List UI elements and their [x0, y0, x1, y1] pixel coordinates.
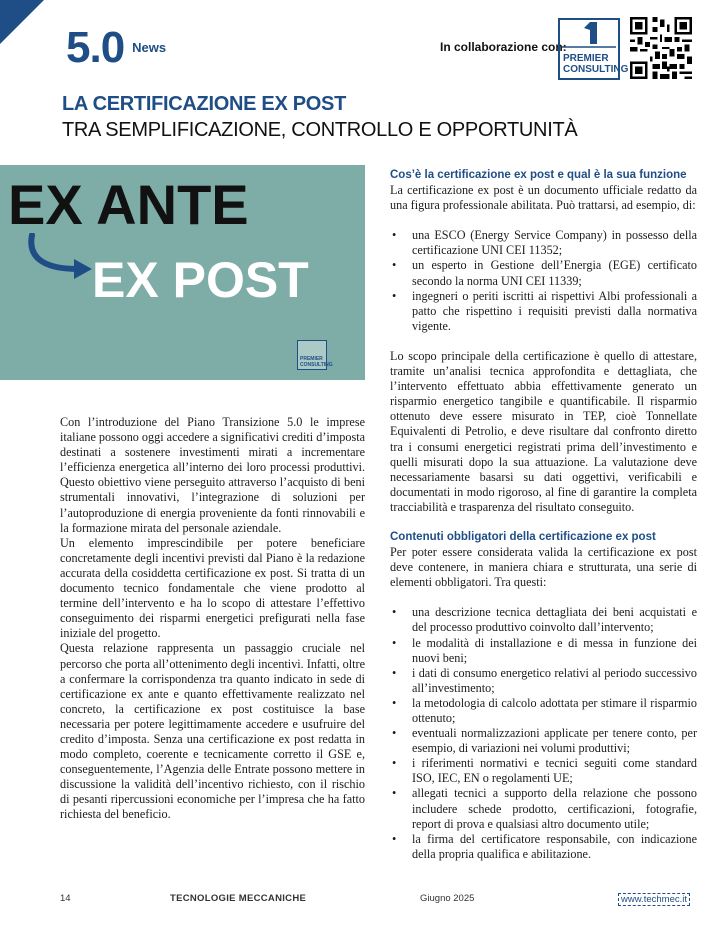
list-item: • la metodologia di calcolo adottata per stimare il risparmio ottenuto; — [390, 696, 697, 726]
brand-number: 5.0 — [66, 23, 125, 72]
collaboration-label: In collaborazione con: — [440, 40, 567, 54]
hero-logo-line1: PREMIER — [300, 356, 323, 362]
section-intro-contents: Per poter essere considerata valida la certificazione ex post deve contenere, in maniera chiara e strutturata, una serie di elementi obbligatori. Tra questi: — [390, 545, 697, 590]
list-item: • allegati tecnici a supporto della relazione che possono includere schede prodotto, certificazioni, fotografie, report di prova e qualsiasi altro documento utile; — [390, 786, 697, 831]
issue-date: Giugno 2025 — [420, 893, 475, 904]
list-item: • i dati di consumo energetico relativi al periodo successivo all’investimento; — [390, 666, 697, 696]
list-item: • i riferimenti normativi e tecnici seguiti come standard ISO, IEC, EN o regolamenti UE; — [390, 756, 697, 786]
paragraph-relation: Questa relazione rappresenta un passaggio cruciale nel percorso che porta all’ottenimento degli incentivi. Infatti, oltre a confermare la corrispondenza tra quanto indicato in sede di certificazione ex ante e quanto effettivamente realizzato nel concreto, la certificazione ex post costituisce la base necessaria per potere legittimamente accedere e usufruire del credito d’imposta. Senza una certificazione ex post redatta in modo completo, coerente e tecnicamente corretto il GSE e, conseguentemente, l’Agenzia delle Entrate possono mettere in discussione la validità dell’incentivo richiesto, con il rischio di pesanti ripercussioni economiche per l’impresa che ha fatto richiesta del beneficio. — [60, 641, 365, 822]
list-item: • una descrizione tecnica dettagliata dei beni acquistati e del processo produttivo coinvolto dall’intervento; — [390, 605, 697, 635]
hero-logo-text — [300, 356, 333, 368]
brand-label: News — [132, 40, 167, 55]
corner-triangle — [0, 0, 44, 44]
premier-logo-line2: CONSULTING — [563, 64, 629, 75]
hero-premier-logo — [297, 340, 333, 370]
article-subtitle: TRA SEMPLIFICAZIONE, CONTROLLO E OPPORTUNITÀ — [62, 119, 578, 141]
paragraph-intro: Con l’introduzione del Piano Transizione 5.0 le imprese italiane possono oggi accedere a significativi crediti d’imposta destinati a sostenere investimenti mirati a incrementare l’efficienza energetica all’interno dei loro processi produttivi. Questo obiettivo viene perseguito attraverso l’acquisto di beni strumentali innovativi, l’integrazione di soluzioni per l’autoproduzione di energia proveniente da fonti rinnovabili e la formazione mirata del personale aziendale. — [60, 415, 365, 535]
curved-arrow-icon — [22, 233, 94, 283]
premier-logo-line1: PREMIER — [563, 53, 609, 64]
hero-text-ante: EX ANTE — [8, 173, 249, 236]
left-column — [60, 415, 365, 823]
qr-code-icon[interactable] — [630, 17, 692, 79]
mandatory-elements-list — [390, 605, 697, 862]
list-item: • ingegneri o periti iscritti ai rispettivi Albi professionali a patto che rispettino i requisiti previsti dalla normativa vigente. — [390, 289, 697, 334]
list-item: • un esperto in Gestione dell’Energia (EGE) certificato secondo la norma UNI CEI 11339; — [390, 258, 697, 288]
brand-logo — [66, 23, 167, 72]
section-intro-function: La certificazione ex post è un documento ufficiale redatto da una figura professionale abilitata. Può trattarsi, ad esempio, di: — [390, 183, 697, 213]
paragraph-element: Un elemento imprescindibile per potere beneficiare concretamente degli incentivi previsti dal Piano è la redazione accurata della cosiddetta certificazione ex post. Si tratta di un documento tecnico fondamentale che viene prodotto al termine dell’intervento e ha lo scopo di attestare l’effettivo conseguimento dei risparmi energetici prefigurati nella fase iniziale del progetto. — [60, 535, 365, 641]
section-heading-contents: Contenuti obbligatori della certificazione ex post — [390, 530, 656, 543]
list-item: • eventuali normalizzazioni applicate per tenere conto, per esempio, di variazioni nei volumi produttivi; — [390, 726, 697, 756]
premier-logo-text — [563, 53, 628, 75]
list-item: • le modalità di installazione e di messa in funzione dei nuovi beni; — [390, 636, 697, 666]
list-item: • una ESCO (Energy Service Company) in possesso della certificazione UNI CEI 11352; — [390, 228, 697, 258]
magazine-name: TECNOLOGIE MECCANICHE — [170, 893, 307, 904]
hero-text-post: EX POST — [92, 252, 309, 308]
certifier-list — [390, 228, 697, 334]
article-title: LA CERTIFICAZIONE EX POST — [62, 93, 346, 115]
hero-logo-line2: CONSULTING — [300, 362, 333, 368]
premier-consulting-logo — [558, 18, 629, 80]
list-item: • la firma del certificatore responsabile, con indicazione della propria qualifica e abilitazione. — [390, 832, 697, 862]
hero-image — [0, 165, 365, 380]
website-link[interactable]: www.techmec.it — [618, 893, 690, 906]
section-body-function: Lo scopo principale della certificazione è quello di attestare, tramite un’analisi tecnica approfondita e dettagliata, che l’intervento effettuato abbia effettivamente generato un risparmio energetico tangibile e quantificabile. Il risparmio ottenuto deve essere misurato in TEP, cioè Tonnellate Equivalenti di Petrolio, e deve risultare dal confronto diretto tra i consumi energetici registrati prima dell’investimento e quelli misurati dopo la sua attuazione. La valutazione deve necessariamente basarsi su dati oggettivi, verificabili e documentati in modo rigoroso, al fine di garantire la completa tracciabilità e trasparenza del risultato conseguito. — [390, 348, 697, 514]
section-heading-function: Cos’è la certificazione ex post e qual è la sua funzione — [390, 169, 687, 181]
right-column — [390, 168, 697, 862]
page-number: 14 — [60, 893, 71, 904]
